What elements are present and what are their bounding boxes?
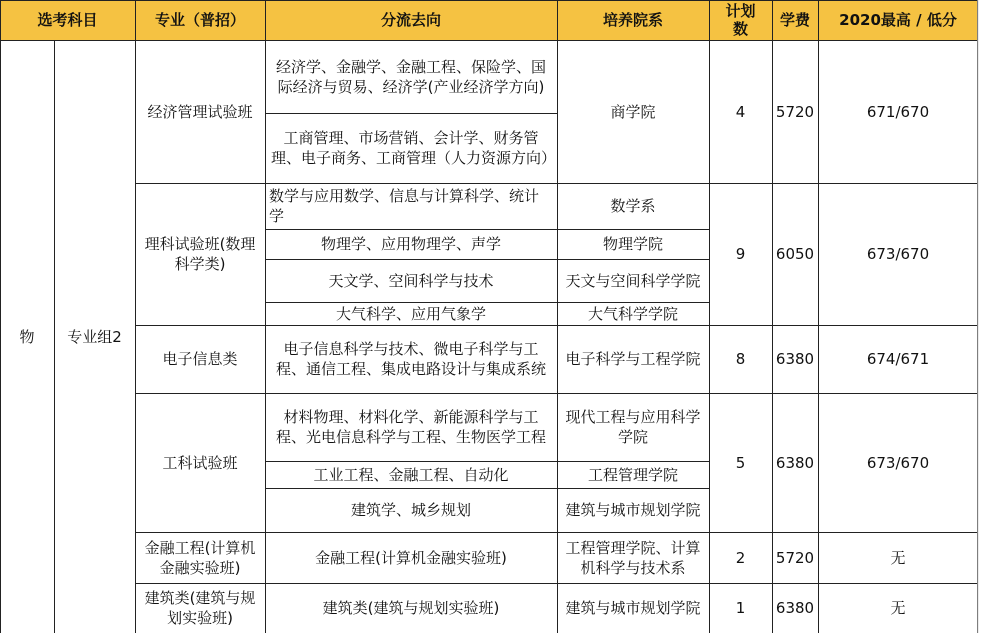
eng-score: 673/670 bbox=[818, 393, 978, 532]
fin-college: 工程管理学院、计算机科学与技术系 bbox=[557, 532, 709, 583]
arch-plan: 1 bbox=[709, 583, 772, 633]
elec-plan: 8 bbox=[709, 325, 772, 393]
econ-direction-1: 经济学、金融学、金融工程、保险学、国际经济与贸易、经济学(产业经济学方向) bbox=[265, 40, 557, 113]
fin-score: 无 bbox=[818, 532, 978, 583]
sci-major: 理科试验班(数理科学类) bbox=[135, 183, 265, 325]
econ-fee: 5720 bbox=[772, 40, 818, 183]
fin-fee: 5720 bbox=[772, 532, 818, 583]
eng-plan: 5 bbox=[709, 393, 772, 532]
econ-major: 经济管理试验班 bbox=[135, 40, 265, 183]
sci-direction-4: 大气科学、应用气象学 bbox=[265, 302, 557, 325]
sci-college-2: 物理学院 bbox=[557, 229, 709, 259]
header-fee: 学费 bbox=[772, 0, 818, 40]
econ-direction-2: 工商管理、市场营销、会计学、财务管理、电子商务、工商管理（人力资源方向） bbox=[265, 113, 557, 183]
elec-major: 电子信息类 bbox=[135, 325, 265, 393]
header-plan: 计划数 bbox=[709, 0, 772, 40]
fin-major: 金融工程(计算机金融实验班) bbox=[135, 532, 265, 583]
elec-fee: 6380 bbox=[772, 325, 818, 393]
header-score: 2020最高 / 低分 bbox=[818, 0, 978, 40]
eng-direction-2: 工业工程、金融工程、自动化 bbox=[265, 461, 557, 488]
fin-direction: 金融工程(计算机金融实验班) bbox=[265, 532, 557, 583]
econ-plan: 4 bbox=[709, 40, 772, 183]
eng-direction-3: 建筑学、城乡规划 bbox=[265, 488, 557, 532]
sci-score: 673/670 bbox=[818, 183, 978, 325]
sci-college-4: 大气科学学院 bbox=[557, 302, 709, 325]
eng-fee: 6380 bbox=[772, 393, 818, 532]
sci-plan: 9 bbox=[709, 183, 772, 325]
header-major: 专业（普招） bbox=[135, 0, 265, 40]
sci-direction-1: 数学与应用数学、信息与计算科学、统计学 bbox=[265, 183, 557, 229]
arch-fee: 6380 bbox=[772, 583, 818, 633]
header-subject: 选考科目 bbox=[0, 0, 135, 40]
elec-score: 674/671 bbox=[818, 325, 978, 393]
subject-cell: 物 bbox=[0, 40, 54, 633]
eng-direction-1: 材料物理、材料化学、新能源科学与工程、光电信息科学与工程、生物医学工程 bbox=[265, 393, 557, 461]
arch-college: 建筑与城市规划学院 bbox=[557, 583, 709, 633]
fin-plan: 2 bbox=[709, 532, 772, 583]
arch-major: 建筑类(建筑与规划实验班) bbox=[135, 583, 265, 633]
group-cell: 专业组2 bbox=[54, 40, 135, 633]
sci-college-3: 天文与空间科学学院 bbox=[557, 259, 709, 302]
header-direction: 分流去向 bbox=[265, 0, 557, 40]
sci-college-1: 数学系 bbox=[557, 183, 709, 229]
sci-fee: 6050 bbox=[772, 183, 818, 325]
arch-direction: 建筑类(建筑与规划实验班) bbox=[265, 583, 557, 633]
header-college: 培养院系 bbox=[557, 0, 709, 40]
sci-direction-3: 天文学、空间科学与技术 bbox=[265, 259, 557, 302]
econ-score: 671/670 bbox=[818, 40, 978, 183]
elec-direction: 电子信息科学与技术、微电子科学与工程、通信工程、集成电路设计与集成系统 bbox=[265, 325, 557, 393]
eng-major: 工科试验班 bbox=[135, 393, 265, 532]
sci-direction-2: 物理学、应用物理学、声学 bbox=[265, 229, 557, 259]
eng-college-1: 现代工程与应用科学学院 bbox=[557, 393, 709, 461]
eng-college-2: 工程管理学院 bbox=[557, 461, 709, 488]
econ-college: 商学院 bbox=[557, 40, 709, 183]
arch-score: 无 bbox=[818, 583, 978, 633]
eng-college-3: 建筑与城市规划学院 bbox=[557, 488, 709, 532]
elec-college: 电子科学与工程学院 bbox=[557, 325, 709, 393]
